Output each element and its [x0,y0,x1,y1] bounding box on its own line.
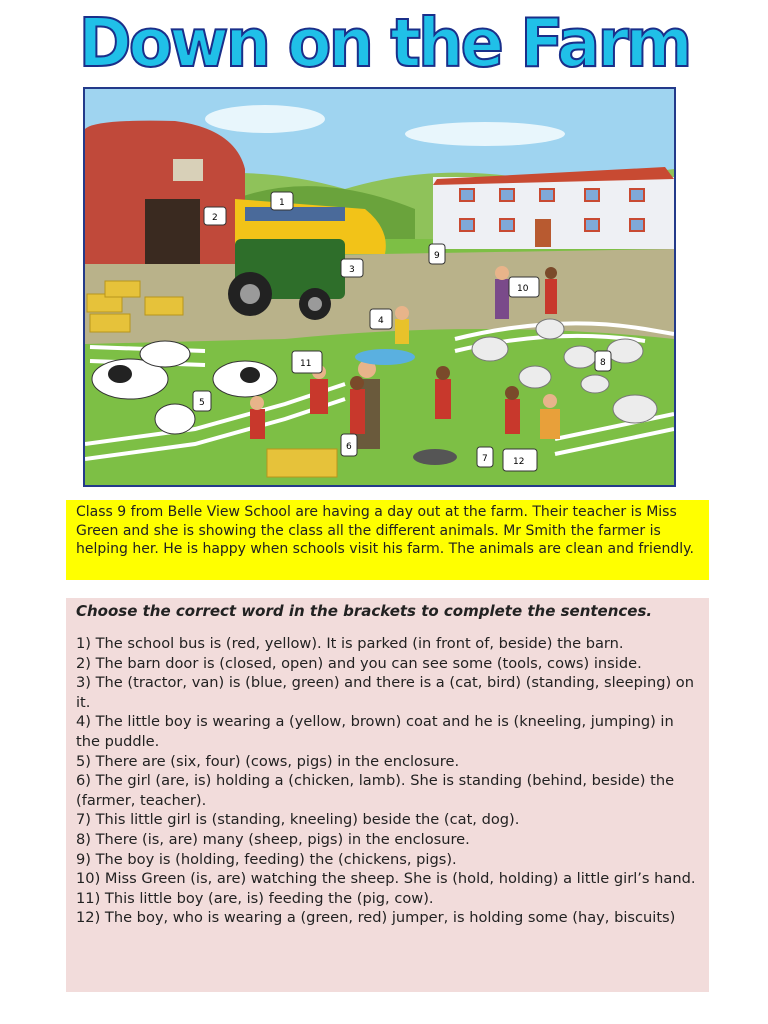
scene-tag-7: 7 [482,454,488,464]
scene-tag-11: 11 [300,359,312,369]
exercise-instruction: Choose the correct word in the brackets to complete the sentences. [76,602,653,620]
sentence-4: 4) The little boy is wearing a (yellow, brown) coat and he is (kneeling, jumping) in the puddle. [76,713,674,750]
sentence-8: 8) There (is, are) many (sheep, pigs) in the enclosure. [76,830,470,848]
exercise-box [66,598,709,992]
scene-tag-6: 6 [346,442,352,452]
sentence-1: 1) The school bus is (red, yellow). It is parked (in front of, beside) the barn. [76,635,624,652]
sentence-5: 5) There are (six, four) (cows, pigs) in the enclosure. [76,752,460,770]
sentence-7: 7) This little girl is (standing, kneeling) beside the (cat, dog). [76,811,520,829]
scene-tag-12: 12 [513,457,525,467]
sentence-11: 11) This little boy (are, is) feeding the (pig, cow). [76,889,434,907]
sentence-2: 2) The barn door is (closed, open) and you can see some (tools, cows) inside. [76,654,642,672]
scene-tag-5: 5 [199,398,205,408]
sentence-6: 6) The girl (are, is) holding a (chicken, lamb). She is standing (behind, beside) the (farmer, teacher). [76,772,675,809]
scene-tag-4: 4 [378,316,384,326]
scene-tag-3: 3 [349,265,355,275]
scene-tag-8: 8 [600,358,606,368]
page-title: Down on the Farm [78,5,690,83]
sentence-9: 9) The boy is (holding, feeding) the (chickens, pigs). [76,850,457,868]
scene-tag-9: 9 [434,251,440,261]
scene-tag-10: 10 [517,284,529,294]
farm-illustration [83,87,676,487]
scene-tag-2: 2 [212,213,218,223]
sentence-10: 10) Miss Green (is, are) watching the sheep. She is (hold, holding) a little girl’s hand. [76,870,696,888]
sentence-12: 12) The boy, who is wearing a (green, red) jumper, is holding some (hay, biscuits) [76,909,676,927]
scene-tag-1: 1 [279,198,285,208]
intro-paragraph: Class 9 from Belle View School are having a day out at the farm. Their teacher is Miss Green and she is showing the class all the different animals. Mr Smith the farmer is helping her. He is happy when schools visit his farm. The animals are clean and friendly. [66,500,709,580]
sentence-3: 3) The (tractor, van) is (blue, green) and there is a (cat, bird) (standing, sleeping) on it. [76,674,694,711]
